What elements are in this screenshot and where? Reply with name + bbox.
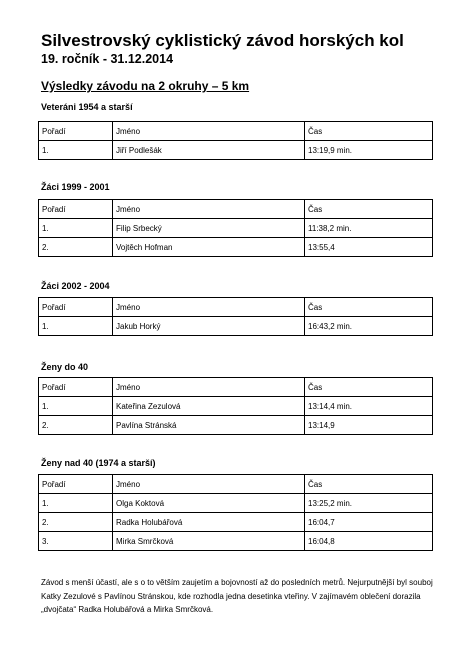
results-table	[38, 474, 433, 551]
column-header-name: Jméno	[113, 298, 305, 317]
table-row	[39, 219, 433, 238]
race-commentary: Závod s menší účastí, ale s o to větším zaujetím a bojovností až do posledních metrů. Nejurputnější byl souboj Katky Zezulové s Pavlínou Stránskou, kde rozhodla jedna desetinka vteřiny. V zajímavém oblečení dorazila „dvojčata“ Radka Holubářová a Mirka Smrčková.	[41, 578, 433, 614]
cell-rank: 1.	[39, 219, 113, 238]
cell-name: Mirka Smrčková	[113, 532, 305, 551]
column-header-time: Čas	[305, 200, 433, 219]
cell-rank: 3.	[39, 532, 113, 551]
column-header-rank: Pořadí	[39, 475, 113, 494]
category-heading: Ženy do 40	[41, 362, 89, 372]
column-header-rank: Pořadí	[39, 298, 113, 317]
document-subtitle: 19. ročník - 31.12.2014	[41, 52, 174, 66]
cell-name: Jiří Podlešák	[113, 141, 305, 160]
cell-name: Vojtěch Hofman	[113, 238, 305, 257]
cell-rank: 1.	[39, 141, 113, 160]
cell-name: Filip Srbecký	[113, 219, 305, 238]
cell-time: 16:04,8	[305, 532, 433, 551]
cell-time: 11:38,2 min.	[305, 219, 433, 238]
cell-name: Olga Koktová	[113, 494, 305, 513]
cell-name: Kateřina Zezulová	[113, 397, 305, 416]
cell-time: 13:14,4 min.	[305, 397, 433, 416]
cell-name: Jakub Horký	[113, 317, 305, 336]
cell-rank: 2.	[39, 238, 113, 257]
cell-rank: 2.	[39, 416, 113, 435]
table-row	[39, 532, 433, 551]
column-header-rank: Pořadí	[39, 122, 113, 141]
table-header-row	[39, 378, 433, 397]
table-header-row	[39, 200, 433, 219]
column-header-name: Jméno	[113, 122, 305, 141]
results-table	[38, 121, 433, 160]
cell-time: 13:55,4	[305, 238, 433, 257]
cell-rank: 2.	[39, 513, 113, 532]
cell-time: 16:04,7	[305, 513, 433, 532]
cell-rank: 1.	[39, 317, 113, 336]
column-header-time: Čas	[305, 122, 433, 141]
table-header-row	[39, 475, 433, 494]
category-heading: Ženy nad 40 (1974 a starší)	[41, 458, 156, 468]
table-row	[39, 494, 433, 513]
results-table	[38, 377, 433, 435]
cell-time: 13:19,9 min.	[305, 141, 433, 160]
column-header-time: Čas	[305, 475, 433, 494]
results-heading: Výsledky závodu na 2 okruhy – 5 km	[41, 79, 250, 93]
column-header-name: Jméno	[113, 200, 305, 219]
cell-name: Radka Holubářová	[113, 513, 305, 532]
table-row	[39, 317, 433, 336]
column-header-rank: Pořadí	[39, 378, 113, 397]
table-row	[39, 238, 433, 257]
cell-time: 16:43,2 min.	[305, 317, 433, 336]
table-row	[39, 513, 433, 532]
table-row	[39, 141, 433, 160]
cell-name: Pavlína Stránská	[113, 416, 305, 435]
results-table	[38, 199, 433, 257]
results-table	[38, 297, 433, 336]
table-row	[39, 397, 433, 416]
cell-rank: 1.	[39, 494, 113, 513]
table-row	[39, 416, 433, 435]
category-heading: Veteráni 1954 a starší	[41, 102, 133, 112]
table-header-row	[39, 122, 433, 141]
cell-time: 13:25,2 min.	[305, 494, 433, 513]
column-header-name: Jméno	[113, 378, 305, 397]
column-header-time: Čas	[305, 378, 433, 397]
cell-time: 13:14,9	[305, 416, 433, 435]
column-header-rank: Pořadí	[39, 200, 113, 219]
document-title: Silvestrovský cyklistický závod horských kol	[41, 31, 404, 50]
category-heading: Žáci 1999 - 2001	[41, 182, 110, 192]
table-header-row	[39, 298, 433, 317]
column-header-name: Jméno	[113, 475, 305, 494]
cell-rank: 1.	[39, 397, 113, 416]
column-header-time: Čas	[305, 298, 433, 317]
category-heading: Žáci 2002 - 2004	[41, 281, 110, 291]
